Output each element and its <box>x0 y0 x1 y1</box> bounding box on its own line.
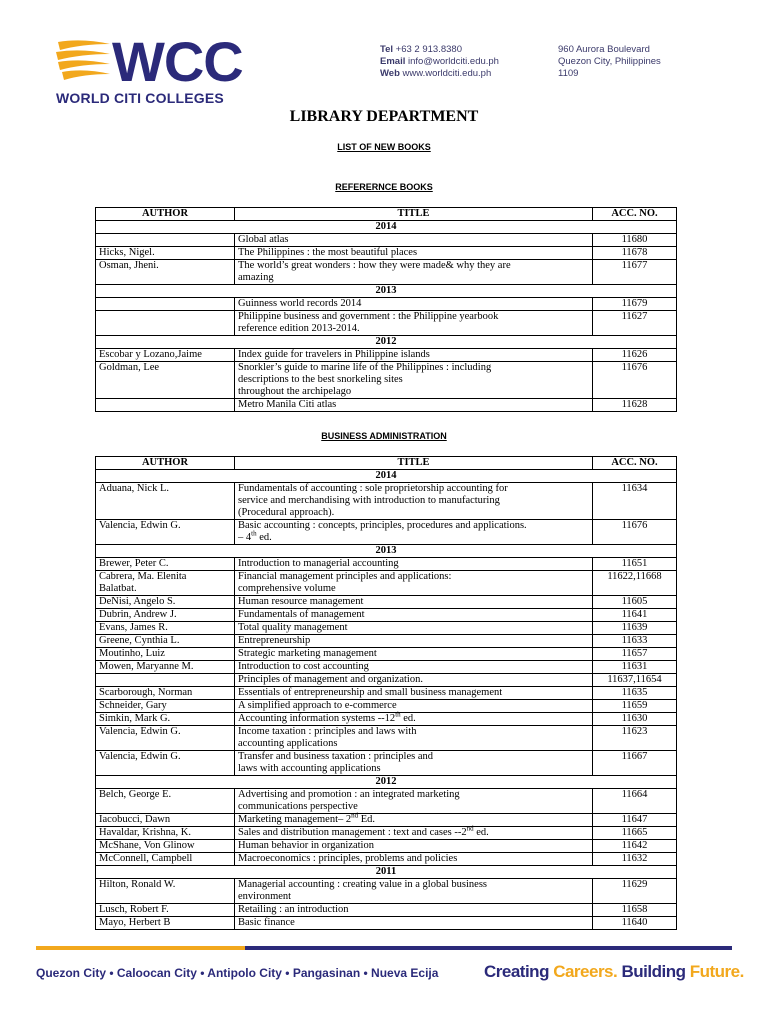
author-cell: Valencia, Edwin G. <box>96 751 235 776</box>
business-books-table <box>95 456 677 930</box>
year-row <box>96 545 677 558</box>
year-label: 2013 <box>96 285 677 298</box>
table-row <box>96 311 677 336</box>
table-row <box>96 349 677 362</box>
title-cell: Essentials of entrepreneurship and small business management <box>235 687 593 700</box>
title-cell: Introduction to cost accounting <box>235 661 593 674</box>
author-cell: Iacobucci, Dawn <box>96 814 235 827</box>
title-cell: Macroeconomics : principles, problems and policies <box>235 853 593 866</box>
logo-text: WCC <box>112 30 243 93</box>
acc-no-cell: 11633 <box>593 635 677 648</box>
acc-no-cell: 11677 <box>593 260 677 285</box>
author-cell: Dubrin, Andrew J. <box>96 609 235 622</box>
title-cell: Managerial accounting : creating value in a global business environment <box>235 879 593 904</box>
table-row <box>96 609 677 622</box>
table-row <box>96 840 677 853</box>
address: 960 Aurora Boulevard Quezon City, Philippines 1109 <box>558 44 661 79</box>
author-cell: DeNisi, Angelo S. <box>96 596 235 609</box>
acc-no-cell: 11678 <box>593 247 677 260</box>
author-cell: Evans, James R. <box>96 622 235 635</box>
table-row <box>96 674 677 687</box>
table-row <box>96 789 677 814</box>
acc-no-cell: 11627 <box>593 311 677 336</box>
year-label: 2011 <box>96 866 677 879</box>
author-cell: Mowen, Maryanne M. <box>96 661 235 674</box>
author-cell: Lusch, Robert F. <box>96 904 235 917</box>
acc-no-cell: 11667 <box>593 751 677 776</box>
acc-no-cell: 11676 <box>593 362 677 399</box>
page-title: LIBRARY DEPARTMENT <box>289 108 479 125</box>
title-cell: Metro Manila Citi atlas <box>235 399 593 412</box>
acc-no-cell: 11628 <box>593 399 677 412</box>
title-cell: Guinness world records 2014 <box>235 298 593 311</box>
table-row <box>96 483 677 520</box>
acc-no-cell: 11664 <box>593 789 677 814</box>
acc-no-cell: 11639 <box>593 622 677 635</box>
acc-no-cell: 11635 <box>593 687 677 700</box>
title-cell: Entrepreneurship <box>235 635 593 648</box>
year-label: 2014 <box>96 221 677 234</box>
year-row <box>96 221 677 234</box>
author-cell: McShane, Von Glinow <box>96 840 235 853</box>
table-row <box>96 853 677 866</box>
author-header: AUTHOR <box>96 457 235 470</box>
title-cell: Strategic marketing management <box>235 648 593 661</box>
acc-no-cell: 11657 <box>593 648 677 661</box>
acc-no-cell: 11622,11668 <box>593 571 677 596</box>
acc-no-cell: 11665 <box>593 827 677 840</box>
year-row <box>96 866 677 879</box>
acc-header: ACC. NO. <box>593 457 677 470</box>
title-cell: Principles of management and organization. <box>235 674 593 687</box>
table-row <box>96 661 677 674</box>
title-cell: Global atlas <box>235 234 593 247</box>
title-cell: Advertising and promotion : an integrated marketing communications perspective <box>235 789 593 814</box>
acc-no-cell: 11634 <box>593 483 677 520</box>
phone-number: +63 2 913.8380 <box>395 44 462 55</box>
acc-no-cell: 11640 <box>593 917 677 930</box>
acc-no-cell: 11680 <box>593 234 677 247</box>
title-cell: The world’s great wonders : how they were made& why they are amazing <box>235 260 593 285</box>
table-row <box>96 726 677 751</box>
acc-no-cell: 11647 <box>593 814 677 827</box>
author-cell: Osman, Jheni. <box>96 260 235 285</box>
title-cell: Retailing : an introduction <box>235 904 593 917</box>
author-cell <box>96 298 235 311</box>
swoosh-icon <box>52 38 114 86</box>
table-row <box>96 700 677 713</box>
year-label: 2013 <box>96 545 677 558</box>
contact-info: Tel +63 2 913.8380 Email info@worldciti.edu.ph Web www.worldciti.edu.ph <box>380 44 499 79</box>
acc-no-cell: 11630 <box>593 713 677 726</box>
author-cell: McConnell, Campbell <box>96 853 235 866</box>
title-cell: Fundamentals of accounting : sole proprietorship accounting for service and merchandising with introduction to manufacturing (Procedural approach). <box>235 483 593 520</box>
reference-books-table <box>95 207 677 412</box>
title-cell: Philippine business and government : the Philippine yearbook reference edition 2013-2014. <box>235 311 593 336</box>
table-row <box>96 622 677 635</box>
author-cell: Belch, George E. <box>96 789 235 814</box>
acc-header: ACC. NO. <box>593 208 677 221</box>
author-cell: Havaldar, Krishna, K. <box>96 827 235 840</box>
logo-subtitle: WORLD CITI COLLEGES <box>56 90 224 106</box>
title-header: TITLE <box>235 457 593 470</box>
author-cell <box>96 674 235 687</box>
table-row <box>96 648 677 661</box>
year-row <box>96 776 677 789</box>
author-cell: Aduana, Nick L. <box>96 483 235 520</box>
title-cell: Sales and distribution management : text and cases --2nd ed. <box>235 827 593 840</box>
acc-no-cell: 11629 <box>593 879 677 904</box>
table-row <box>96 520 677 545</box>
table-row <box>96 247 677 260</box>
title-cell: Basic accounting : concepts, principles, procedures and applications. – 4th ed. <box>235 520 593 545</box>
table-row <box>96 399 677 412</box>
acc-no-cell: 11651 <box>593 558 677 571</box>
title-cell: Index guide for travelers in Philippine islands <box>235 349 593 362</box>
table-row <box>96 713 677 726</box>
title-cell: Marketing management– 2nd Ed. <box>235 814 593 827</box>
author-cell: Simkin, Mark G. <box>96 713 235 726</box>
table-row <box>96 260 677 285</box>
author-cell: Schneider, Gary <box>96 700 235 713</box>
title-cell: Total quality management <box>235 622 593 635</box>
author-cell: Moutinho, Luiz <box>96 648 235 661</box>
table-row <box>96 814 677 827</box>
acc-no-cell: 11632 <box>593 853 677 866</box>
title-cell: Human resource management <box>235 596 593 609</box>
author-header: AUTHOR <box>96 208 235 221</box>
author-cell: Mayo, Herbert B <box>96 917 235 930</box>
table-row <box>96 917 677 930</box>
author-cell: Goldman, Lee <box>96 362 235 399</box>
title-cell: The Philippines : the most beautiful places <box>235 247 593 260</box>
acc-no-cell: 11679 <box>593 298 677 311</box>
acc-no-cell: 11676 <box>593 520 677 545</box>
table-row <box>96 571 677 596</box>
author-cell <box>96 234 235 247</box>
title-cell: Income taxation : principles and laws with accounting applications <box>235 726 593 751</box>
author-cell: Greene, Cynthia L. <box>96 635 235 648</box>
title-cell: Fundamentals of management <box>235 609 593 622</box>
year-label: 2014 <box>96 470 677 483</box>
table-row <box>96 298 677 311</box>
author-cell: Cabrera, Ma. Elenita Balatbat. <box>96 571 235 596</box>
year-label: 2012 <box>96 776 677 789</box>
year-row <box>96 285 677 298</box>
author-cell: Valencia, Edwin G. <box>96 726 235 751</box>
title-cell: Accounting information systems --12th ed. <box>235 713 593 726</box>
footer-tagline: Creating Careers. Building Future. <box>484 962 744 981</box>
author-cell: Brewer, Peter C. <box>96 558 235 571</box>
year-row <box>96 470 677 483</box>
list-title: LIST OF NEW BOOKS <box>337 142 431 152</box>
acc-no-cell: 11605 <box>593 596 677 609</box>
acc-no-cell: 11623 <box>593 726 677 751</box>
author-cell <box>96 311 235 336</box>
acc-no-cell: 11626 <box>593 349 677 362</box>
acc-no-cell: 11631 <box>593 661 677 674</box>
title-cell: Financial management principles and applications: comprehensive volume <box>235 571 593 596</box>
acc-no-cell: 11641 <box>593 609 677 622</box>
author-cell: Scarborough, Norman <box>96 687 235 700</box>
table-row <box>96 687 677 700</box>
author-cell: Hilton, Ronald W. <box>96 879 235 904</box>
author-cell: Hicks, Nigel. <box>96 247 235 260</box>
title-header: TITLE <box>235 208 593 221</box>
table-row <box>96 827 677 840</box>
section-title-business: BUSINESS ADMINISTRATION <box>321 431 447 441</box>
table-row <box>96 635 677 648</box>
table-row <box>96 558 677 571</box>
footer-campuses: Quezon City • Caloocan City • Antipolo City • Pangasinan • Nueva Ecija <box>36 966 439 980</box>
title-cell: Snorkler’s guide to marine life of the Philippines : including descriptions to the best snorkeling sites throughout the archipelago <box>235 362 593 399</box>
year-row <box>96 336 677 349</box>
title-cell: Human behavior in organization <box>235 840 593 853</box>
footer-divider <box>36 946 732 950</box>
email-link[interactable]: info@worldciti.edu.ph <box>408 56 499 67</box>
acc-no-cell: 11659 <box>593 700 677 713</box>
table-row <box>96 234 677 247</box>
table-row <box>96 751 677 776</box>
table-row <box>96 362 677 399</box>
title-cell: A simplified approach to e-commerce <box>235 700 593 713</box>
acc-no-cell: 11637,11654 <box>593 674 677 687</box>
author-cell <box>96 399 235 412</box>
year-label: 2012 <box>96 336 677 349</box>
table-row <box>96 904 677 917</box>
table-row <box>96 879 677 904</box>
acc-no-cell: 11642 <box>593 840 677 853</box>
section-title-reference: REFERERNCE BOOKS <box>335 182 433 192</box>
author-cell: Escobar y Lozano,Jaime <box>96 349 235 362</box>
author-cell: Valencia, Edwin G. <box>96 520 235 545</box>
title-cell: Transfer and business taxation : principles and laws with accounting applications <box>235 751 593 776</box>
table-row <box>96 596 677 609</box>
wcc-logo <box>52 30 243 108</box>
web-link[interactable]: www.worldciti.edu.ph <box>402 68 492 79</box>
title-cell: Basic finance <box>235 917 593 930</box>
title-cell: Introduction to managerial accounting <box>235 558 593 571</box>
acc-no-cell: 11658 <box>593 904 677 917</box>
